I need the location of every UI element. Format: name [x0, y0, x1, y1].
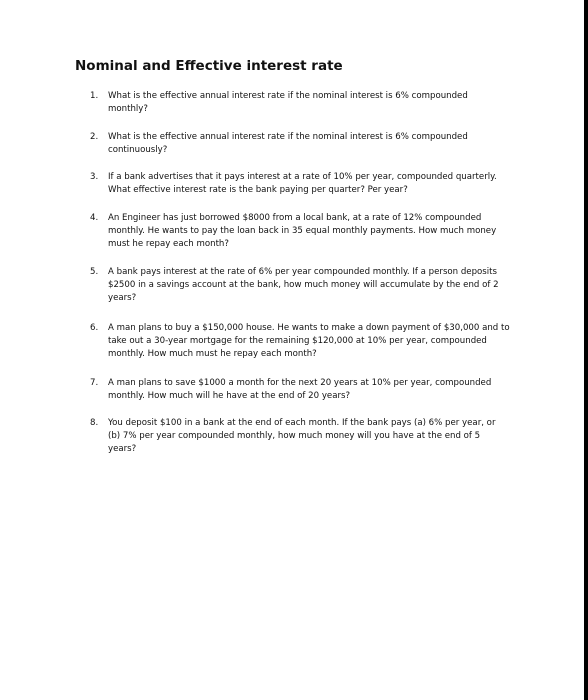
- question-number: 3.: [90, 172, 99, 182]
- question-text: What is the effective annual interest rate if the nominal interest is 6% compounded continuously?: [108, 132, 468, 155]
- document-title: Nominal and Effective interest rate: [75, 58, 343, 74]
- question-text: If a bank advertises that it pays interest at a rate of 10% per year, compounded quarterly. What effective interest rate is the bank paying per quarter? Per year?: [108, 172, 497, 195]
- question-item: [90, 212, 510, 250]
- question-number: 7.: [90, 378, 99, 388]
- question-text: A bank pays interest at the rate of 6% per year compounded monthly. If a person deposits $2500 in a savings account at the bank, how much money will accumulate by the end of 2 years?: [108, 267, 499, 303]
- question-number: 2.: [90, 132, 99, 142]
- question-item: [90, 131, 510, 157]
- question-number: 5.: [90, 267, 99, 277]
- question-number: 6.: [90, 323, 99, 333]
- question-number: 1.: [90, 91, 99, 101]
- question-number: 8.: [90, 418, 99, 428]
- question-text: What is the effective annual interest rate if the nominal interest is 6% compounded monthly?: [108, 91, 468, 114]
- question-number: 4.: [90, 213, 99, 223]
- question-item: [90, 377, 510, 403]
- question-text: A man plans to buy a $150,000 house. He wants to make a down payment of $30,000 and to take out a 30-year mortgage for the remaining $120,000 at 10% per year, compounded monthly. How much must he repay each month?: [108, 323, 510, 359]
- question-item: [90, 322, 510, 360]
- question-item: [90, 266, 510, 304]
- page-edge-border: [584, 0, 588, 700]
- question-item: [90, 90, 510, 116]
- question-text: A man plans to save $1000 a month for the next 20 years at 10% per year, compounded monthly. How much will he have at the end of 20 years?: [108, 378, 492, 401]
- question-text: You deposit $100 in a bank at the end of each month. If the bank pays (a) 6% per year, or (b) 7% per year compounded monthly, how much money will you have at the end of 5 years?: [108, 418, 496, 454]
- question-item: [90, 417, 510, 455]
- question-text: An Engineer has just borrowed $8000 from a local bank, at a rate of 12% compounded monthly. He wants to pay the loan back in 35 equal monthly payments. How much money must he repay each month?: [108, 213, 497, 249]
- question-item: [90, 171, 510, 197]
